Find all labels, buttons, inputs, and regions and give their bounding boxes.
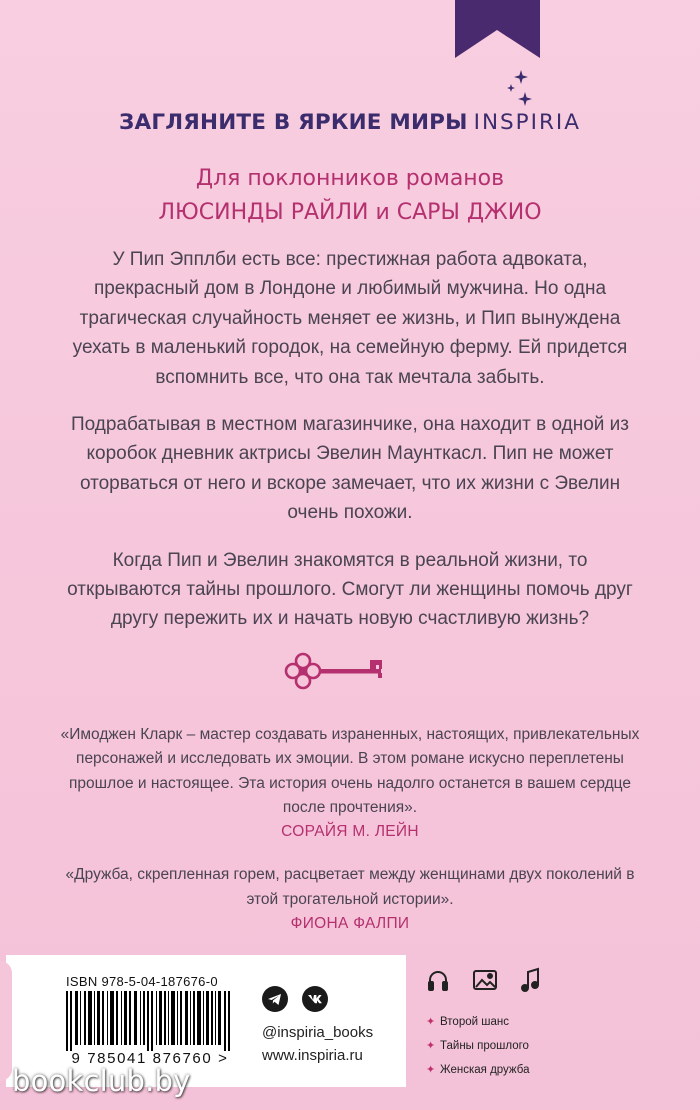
website-link[interactable]: www.inspiria.ru: [262, 1047, 363, 1064]
annotation-paragraph-1: У Пип Эпплби есть все: престижная работа адвоката, прекрасный дом в Лондоне и любимый мужчина. Но одна трагическая случайность меняет ее жизнь, и Пип вынуждена уехать в маленький городок, на семейную ферму. Ей придется вспомнить все, что она так мечтала забыть.: [72, 249, 628, 388]
genre-tag-label: Женская дружба: [440, 1064, 530, 1076]
genre-tag-3: [426, 1058, 529, 1082]
genre-tags: [426, 1010, 529, 1082]
reviews-block: [60, 723, 640, 936]
annotation-text: [60, 245, 640, 652]
barcode: [66, 991, 234, 1051]
series-headline: [0, 110, 700, 135]
review-author-2: ФИОНА ФАЛПИ: [290, 915, 410, 933]
fans-line-1: Для поклонников романов: [195, 166, 505, 191]
genre-tag-label: Тайны прошлого: [440, 1040, 529, 1052]
format-icons: [426, 964, 556, 996]
key-icon: [282, 650, 390, 692]
star-icon: ✦: [426, 1016, 436, 1028]
vk-icon[interactable]: [302, 986, 328, 1012]
social-handle[interactable]: @inspiria_books: [262, 1024, 374, 1041]
barcode-number: 9 785041 876760 >: [71, 1050, 229, 1067]
genre-tag-1: [426, 1010, 529, 1034]
audiobook-icon: [429, 972, 447, 990]
fans-line-2: ЛЮСИНДЫ РАЙЛИ и САРЫ ДЖИО: [158, 200, 542, 225]
star-icon: ✦: [426, 1064, 436, 1076]
annotation-paragraph-3: Когда Пип и Эвелин знакомятся в реальной жизни, то открываются тайны прошлого. Смогут ли женщины помочь друг другу пережить их и начать новую счастливую жизнь?: [67, 549, 633, 630]
music-icon: [522, 969, 538, 991]
genre-tag-label: Второй шанс: [440, 1016, 509, 1028]
review-author-1: СОРАЙЯ М. ЛЕЙН: [281, 823, 419, 841]
annotation-paragraph-2: Подрабатывая в местном магазинчике, она находит в одной из коробок дневник актрисы Эвелин Маунткасл. Пип не может оторваться от него и вскоре замечает, что их жизни с Эвелин очень похожи.: [70, 414, 630, 524]
bookmark-ribbon: [455, 0, 540, 62]
fans-of-block: [0, 162, 700, 230]
series-slogan: ЗАГЛЯНИТЕ В ЯРКИЕ МИРЫ: [119, 110, 468, 135]
image-icon: [474, 971, 496, 989]
telegram-icon[interactable]: [262, 986, 288, 1012]
review-text-1: «Имоджен Кларк – мастер создавать израненных, настоящих, привлекательных персонажей и исследовать их эмоции. В этом романе искусно переплетены прошлое и настоящее. Эта история очень надолго останется в вашем сердце после прочтения».: [60, 726, 640, 816]
isbn-label: ISBN 978-5-04-187676-0: [66, 974, 218, 989]
publisher-brand: INSPIRIA: [473, 110, 581, 135]
social-icons: [262, 986, 337, 1012]
site-watermark: bookclub.by: [12, 1064, 191, 1098]
review-text-2: «Дружба, скрепленная горем, расцветает между женщинами двух поколений в этой трогательной истории».: [65, 866, 635, 908]
genre-tag-2: [426, 1034, 529, 1058]
sparkles-icon: [505, 68, 545, 110]
star-icon: ✦: [426, 1040, 436, 1052]
info-panel-notch: [0, 961, 12, 1081]
